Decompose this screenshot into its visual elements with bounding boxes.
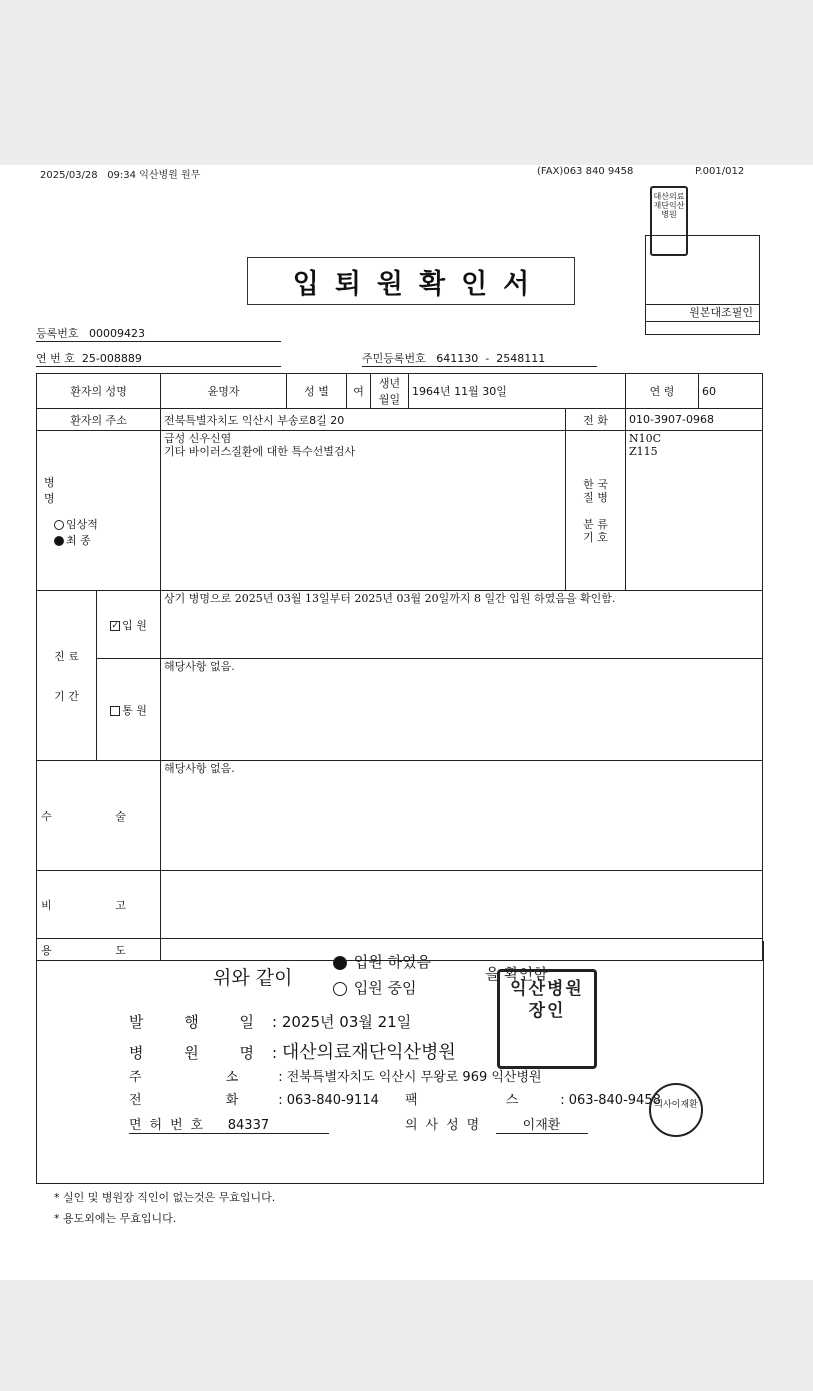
- inpatient-checkbox-icon: ✓: [111, 620, 119, 631]
- patient-name-row: [37, 374, 763, 409]
- surgery-label: 수 술: [37, 761, 161, 871]
- registration-number: 등록번호 00009423: [36, 325, 281, 342]
- license-number: 면허번호 84337: [129, 1114, 329, 1134]
- diagnosis-line-1: 급성 신우신염: [164, 432, 232, 445]
- outpatient-row: [37, 659, 763, 761]
- inpatient-row: [37, 591, 763, 659]
- surgery-text: 해당사항 없음.: [161, 761, 763, 871]
- mini-seal-stamp: 대산의료재단익산병원: [650, 186, 688, 256]
- doctor-name: 의사성명 이재환: [405, 1114, 588, 1134]
- period-label-2: 기 간: [54, 689, 79, 703]
- address-label: 환자의 주소: [37, 409, 161, 431]
- hospital-address: 주 소: 전북특별자치도 익산시 무왕로 969 익산병원: [129, 1070, 542, 1085]
- patient-name: 윤명자: [161, 374, 287, 409]
- fax-number: (FAX)063 840 9458: [537, 166, 634, 177]
- hospital-fax: 팩 스: 063-840-9458: [405, 1093, 661, 1108]
- confirm-tail: 을 확인함: [485, 965, 548, 983]
- diagnosis-line-2: 기타 바이러스질환에 대한 특수선별검사: [164, 445, 356, 458]
- kcd-code-1: N10C: [629, 432, 662, 445]
- birth-value: 1964년 11월 30일: [409, 374, 626, 409]
- kcd-label-2: 질 병: [583, 490, 608, 504]
- admission-form-table: [36, 373, 763, 961]
- original-copy-seal-box: [645, 192, 760, 335]
- confirm-opt2: 입원 중임: [333, 977, 417, 998]
- hospital-phone: 전 화: 063-840-9114: [129, 1093, 379, 1108]
- diagnosis-opt-final: 최 종: [40, 532, 157, 548]
- period-label-cell: [37, 591, 97, 761]
- final-radio-icon: [54, 536, 64, 546]
- outpatient-text: 해당사항 없음.: [161, 659, 763, 761]
- diagnosis-names: [161, 431, 566, 591]
- kcd-label-3: 분 류: [583, 517, 608, 531]
- outpatient-label-cell: 통 원: [97, 659, 161, 761]
- resident-number: 주민등록번호 641130 - 2548111: [362, 350, 597, 367]
- confirm-opt1: 입원 하였음: [333, 951, 431, 972]
- inpatient-label-cell: ✓ 입 원: [97, 591, 161, 659]
- inpatient-text: 상기 병명으로 2025년 03월 13일부터 2025년 03월 20일까지 8 일간 입원 하였음을 확인함.: [161, 591, 763, 659]
- kcd-label-1: 한 국: [583, 477, 608, 491]
- fax-date: 2025/03/28 09:34 익산병원 원무: [40, 170, 201, 181]
- confirm-lead: 위와 같이: [213, 967, 293, 989]
- sex-label: 성 별: [287, 374, 347, 409]
- phone-label: 전 화: [566, 409, 626, 431]
- doctor-seal-stamp: 의사이재환: [649, 1083, 703, 1137]
- document-page: [0, 165, 813, 1280]
- hospital-name: 병 원 명: 대산의료재단익산병원: [129, 1042, 456, 1063]
- clinical-radio-icon: [54, 520, 64, 530]
- sex-value: 여: [347, 374, 371, 409]
- diagnosis-opt-clinical: 임상적: [40, 516, 157, 532]
- age-label: 연 령: [626, 374, 699, 409]
- age-value: 60: [699, 374, 763, 409]
- opt1-radio-icon: [333, 956, 347, 970]
- outpatient-checkbox-icon: [110, 706, 120, 716]
- kcd-label-4: 기 호: [583, 530, 608, 544]
- hospital-seal-stamp: 익산병원장인: [497, 969, 597, 1069]
- patient-name-label: 환자의 성명: [37, 374, 161, 409]
- diagnosis-label-cell: [37, 431, 161, 591]
- kcd-codes: [626, 431, 763, 591]
- surgery-row: [37, 761, 763, 871]
- opt2-radio-icon: [333, 982, 347, 996]
- remarks-row: [37, 871, 763, 939]
- remarks-label: 비 고: [37, 871, 161, 939]
- kcd-label-cell: [566, 431, 626, 591]
- issuer-section: [36, 941, 764, 1184]
- note-2: * 용도외에는 무효입니다.: [54, 1212, 177, 1225]
- diagnosis-row: [37, 431, 763, 591]
- note-1: * 실인 및 병원장 직인이 없는것은 무효입니다.: [54, 1191, 276, 1204]
- diagnosis-label: 병 명: [44, 475, 93, 505]
- kcd-code-2: Z115: [629, 445, 658, 458]
- purpose-label: 용 도: [37, 939, 161, 961]
- address-value: 전북특별자치도 익산시 부송로8길 20: [161, 409, 566, 431]
- fax-page: P.001/012: [695, 166, 745, 177]
- serial-number: 연 번 호 25-008889: [36, 350, 281, 367]
- phone-value: 010-3907-0968: [626, 409, 763, 431]
- document-title: 입퇴원확인서: [247, 257, 575, 305]
- birth-label: 생년월일: [371, 374, 409, 409]
- remarks-value: [161, 871, 763, 939]
- seal-box-label: 원본대조필인: [646, 304, 759, 322]
- issue-date: 발 행 일: 2025년 03월 21일: [129, 1013, 412, 1031]
- period-label-1: 진 료: [54, 649, 79, 663]
- patient-address-row: [37, 409, 763, 431]
